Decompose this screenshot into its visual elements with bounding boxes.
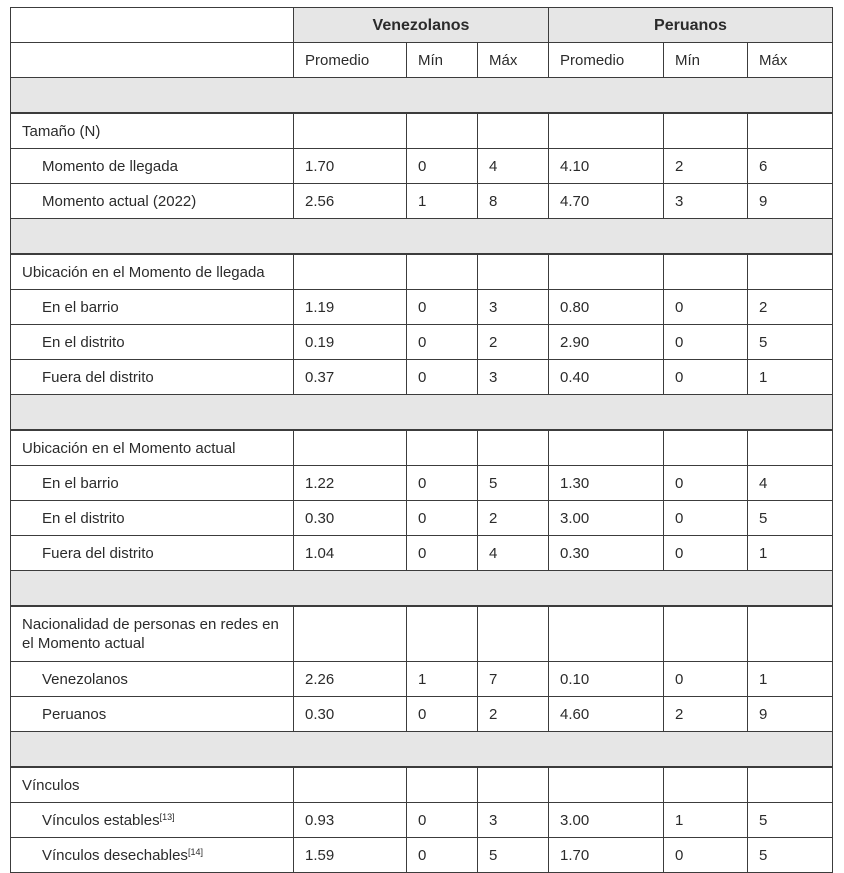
value-cell: 0.37	[294, 360, 407, 395]
column-header-row	[11, 43, 833, 78]
column-header-min: Mín	[664, 43, 748, 78]
section-separator	[11, 571, 833, 607]
row-label-cell	[11, 360, 294, 395]
row-label: Fuera del distrito	[42, 544, 154, 562]
empty-cell	[748, 254, 833, 290]
value-cell: 1.59	[294, 838, 407, 873]
value-cell: 2.26	[294, 662, 407, 697]
table-row	[11, 184, 833, 219]
row-label: En el barrio	[42, 298, 119, 316]
table-row	[11, 466, 833, 501]
value-cell: 4.60	[549, 697, 664, 732]
row-label: Momento actual (2022)	[42, 192, 197, 210]
table-row	[11, 536, 833, 571]
value-cell: 8	[478, 184, 549, 219]
empty-cell	[664, 254, 748, 290]
value-cell: 9	[748, 184, 833, 219]
value-cell: 1	[407, 184, 478, 219]
value-cell: 0	[407, 325, 478, 360]
row-label-cell	[11, 149, 294, 184]
value-cell: 0	[407, 360, 478, 395]
value-cell: 0	[664, 325, 748, 360]
row-label-cell	[11, 838, 294, 873]
value-cell: 0.80	[549, 290, 664, 325]
empty-cell	[294, 430, 407, 466]
footnote-ref[interactable]: [13]	[159, 811, 175, 822]
value-cell: 0	[407, 466, 478, 501]
value-cell: 5	[748, 501, 833, 536]
value-cell: 0.30	[294, 501, 407, 536]
value-cell: 5	[748, 325, 833, 360]
table-row	[11, 803, 833, 838]
value-cell: 0	[407, 536, 478, 571]
value-cell: 5	[748, 803, 833, 838]
value-cell: 1.19	[294, 290, 407, 325]
section-separator-row	[11, 78, 833, 114]
column-header-promedio: Promedio	[294, 43, 407, 78]
value-cell: 0	[664, 838, 748, 873]
table-row	[11, 697, 833, 732]
value-cell: 1	[748, 662, 833, 697]
row-label-cell	[11, 466, 294, 501]
value-cell: 2.90	[549, 325, 664, 360]
section-title-row	[11, 113, 833, 149]
group-header-venezolanos: Venezolanos	[294, 8, 549, 43]
section-separator-row	[11, 732, 833, 768]
row-label-cell	[11, 501, 294, 536]
section-separator	[11, 732, 833, 768]
value-cell: 1	[748, 360, 833, 395]
column-header-max: Máx	[478, 43, 549, 78]
table-row	[11, 501, 833, 536]
section-title: Vínculos	[11, 767, 294, 803]
empty-cell	[478, 113, 549, 149]
section-title: Ubicación en el Momento actual	[11, 430, 294, 466]
row-label-cell	[11, 536, 294, 571]
table-row	[11, 662, 833, 697]
network-statistics-table	[10, 7, 833, 873]
value-cell: 4	[478, 149, 549, 184]
empty-cell	[748, 430, 833, 466]
value-cell: 2	[478, 325, 549, 360]
empty-cell	[664, 767, 748, 803]
table-row	[11, 325, 833, 360]
empty-cell	[549, 113, 664, 149]
empty-cell	[478, 606, 549, 662]
value-cell: 0.93	[294, 803, 407, 838]
row-label-cell	[11, 662, 294, 697]
column-header-min: Mín	[407, 43, 478, 78]
value-cell: 0	[664, 662, 748, 697]
value-cell: 0.30	[549, 536, 664, 571]
value-cell: 6	[748, 149, 833, 184]
empty-cell	[549, 430, 664, 466]
value-cell: 1	[748, 536, 833, 571]
value-cell: 2	[478, 501, 549, 536]
section-separator	[11, 219, 833, 255]
empty-cell	[294, 254, 407, 290]
row-label-cell	[11, 803, 294, 838]
value-cell: 2	[478, 697, 549, 732]
value-cell: 9	[748, 697, 833, 732]
row-label: En el distrito	[42, 333, 125, 351]
row-label: En el distrito	[42, 509, 125, 527]
empty-cell	[294, 606, 407, 662]
value-cell: 7	[478, 662, 549, 697]
section-title: Nacionalidad de personas en redes en el Momento actual	[11, 606, 294, 662]
value-cell: 0	[407, 697, 478, 732]
footnote-ref[interactable]: [14]	[187, 846, 203, 857]
value-cell: 3.00	[549, 803, 664, 838]
value-cell: 1.04	[294, 536, 407, 571]
value-cell: 3	[478, 803, 549, 838]
value-cell: 5	[748, 838, 833, 873]
table-row	[11, 290, 833, 325]
empty-cell	[478, 767, 549, 803]
empty-cell	[478, 430, 549, 466]
empty-cell	[407, 606, 478, 662]
value-cell: 1.22	[294, 466, 407, 501]
section-title-row	[11, 430, 833, 466]
value-cell: 4	[478, 536, 549, 571]
value-cell: 0	[407, 838, 478, 873]
value-cell: 0	[407, 290, 478, 325]
empty-cell	[664, 606, 748, 662]
value-cell: 1	[664, 803, 748, 838]
value-cell: 1.70	[549, 838, 664, 873]
value-cell: 0	[407, 149, 478, 184]
section-separator-row	[11, 219, 833, 255]
empty-cell	[549, 254, 664, 290]
value-cell: 5	[478, 838, 549, 873]
empty-cell	[748, 606, 833, 662]
value-cell: 0.40	[549, 360, 664, 395]
value-cell: 3.00	[549, 501, 664, 536]
row-label: Vínculos desechables	[42, 846, 188, 864]
empty-cell	[407, 254, 478, 290]
row-label: Vínculos estables	[42, 811, 160, 829]
header-corner-cell	[11, 8, 294, 43]
empty-cell	[294, 767, 407, 803]
row-label-cell	[11, 290, 294, 325]
row-label: Peruanos	[42, 705, 107, 723]
table-row	[11, 360, 833, 395]
empty-cell	[407, 767, 478, 803]
empty-cell	[478, 254, 549, 290]
section-title-row	[11, 767, 833, 803]
section-separator-row	[11, 571, 833, 607]
value-cell: 0	[407, 501, 478, 536]
value-cell: 4.70	[549, 184, 664, 219]
value-cell: 3	[664, 184, 748, 219]
row-label: Momento de llegada	[42, 157, 178, 175]
table-row	[11, 838, 833, 873]
value-cell: 0	[664, 360, 748, 395]
row-label: En el barrio	[42, 474, 119, 492]
empty-cell	[664, 430, 748, 466]
value-cell: 2.56	[294, 184, 407, 219]
value-cell: 5	[478, 466, 549, 501]
column-header-promedio: Promedio	[549, 43, 664, 78]
section-separator	[11, 395, 833, 431]
empty-cell	[748, 113, 833, 149]
section-title-row	[11, 254, 833, 290]
value-cell: 0.30	[294, 697, 407, 732]
section-title: Tamaño (N)	[11, 113, 294, 149]
table-row	[11, 149, 833, 184]
value-cell: 2	[664, 149, 748, 184]
value-cell: 1	[407, 662, 478, 697]
section-separator	[11, 78, 833, 114]
section-separator-row	[11, 395, 833, 431]
empty-cell	[549, 767, 664, 803]
value-cell: 0	[664, 536, 748, 571]
empty-cell	[407, 113, 478, 149]
value-cell: 0	[407, 803, 478, 838]
value-cell: 4	[748, 466, 833, 501]
value-cell: 0	[664, 501, 748, 536]
value-cell: 2	[664, 697, 748, 732]
empty-cell	[664, 113, 748, 149]
empty-cell	[549, 606, 664, 662]
value-cell: 2	[748, 290, 833, 325]
value-cell: 3	[478, 290, 549, 325]
value-cell: 0	[664, 466, 748, 501]
section-title-row	[11, 606, 833, 662]
row-label-cell	[11, 184, 294, 219]
empty-cell	[407, 430, 478, 466]
column-header-label	[11, 43, 294, 78]
empty-cell	[748, 767, 833, 803]
value-cell: 1.70	[294, 149, 407, 184]
value-cell: 1.30	[549, 466, 664, 501]
empty-cell	[294, 113, 407, 149]
row-label: Fuera del distrito	[42, 368, 154, 386]
value-cell: 0.19	[294, 325, 407, 360]
section-title: Ubicación en el Momento de llegada	[11, 254, 294, 290]
value-cell: 0	[664, 290, 748, 325]
value-cell: 3	[478, 360, 549, 395]
column-header-max: Máx	[748, 43, 833, 78]
row-label-cell	[11, 325, 294, 360]
row-label: Venezolanos	[42, 670, 128, 688]
value-cell: 0.10	[549, 662, 664, 697]
group-header-row	[11, 8, 833, 43]
group-header-peruanos: Peruanos	[549, 8, 833, 43]
value-cell: 4.10	[549, 149, 664, 184]
row-label-cell	[11, 697, 294, 732]
